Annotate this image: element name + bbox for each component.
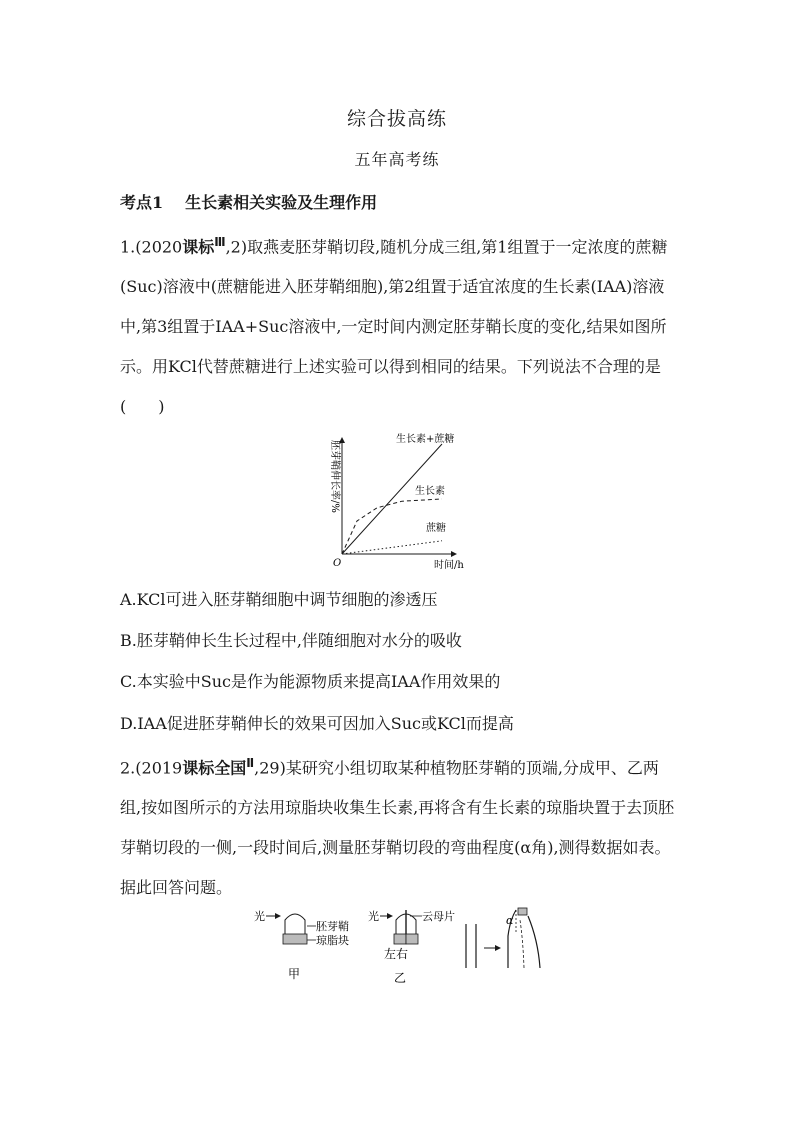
question-1: [120, 222, 680, 427]
q2-text: 某研究小组切取某种植物胚芽鞘的顶端,分成甲、乙两组,按如图所示的方法用琼脂块收集生长素,再将含有生长素的琼脂块置于去顶胚芽鞘切段的一侧,一段时间后,测量胚芽鞘切段的弯曲程度(α角),测得数据如表。据此回答问题。: [120, 758, 675, 898]
x-axis-label: 时间/h: [434, 560, 464, 571]
agar-block-b-right: [406, 934, 418, 944]
growth-rate-chart: [322, 432, 472, 582]
coleoptile-label: 胚芽鞘: [316, 920, 349, 933]
q1-source: 课标: [182, 237, 215, 257]
section-heading: [120, 190, 377, 213]
q1-text: 取燕麦胚芽鞘切段,随机分成三组,第1组置于一定浓度的蔗糖(Suc)溶液中(蔗糖能进入胚芽鞘细胞),第2组置于适宜浓度的生长素(IAA)溶液中,第3组置于IAA+Suc溶液中,一定时间内测定胚芽鞘长度的变化,结果如图所示。用KCl代替蔗糖进行上述实验可以得到相同的结果。下列说法不合理的是( ): [120, 237, 668, 417]
bending-test: [466, 908, 540, 968]
group-a-setup: [254, 909, 349, 981]
agar-label: 琼脂块: [316, 934, 349, 947]
q1-prefix: 1.(2020: [120, 237, 183, 257]
q2-suffix: ,29): [254, 758, 286, 778]
label-iaa-suc: 生长素+蔗糖: [396, 434, 455, 445]
option-b: B.胚芽鞘伸长生长过程中,伴随细胞对水分的吸收: [120, 631, 462, 650]
agar-block-test: [518, 908, 527, 915]
bent-coleoptile-inner: [528, 916, 540, 968]
coleoptile-tip-a: [285, 914, 305, 934]
left-right-label: 左右: [384, 947, 409, 961]
series-line-iaa-suc: [342, 444, 442, 554]
mica-label: 云母片: [422, 910, 455, 923]
agar-block-b-left: [394, 934, 406, 944]
group-b-setup: [368, 909, 455, 985]
q2-source: 课标全国: [182, 758, 247, 778]
q1-suffix: ,2): [225, 237, 248, 257]
origin-label: O: [333, 558, 342, 569]
page-title: 综合拔高练: [346, 108, 447, 130]
bend-centerline: [520, 920, 524, 968]
group-a-label: 甲: [288, 967, 301, 981]
agar-block-a: [283, 934, 307, 944]
label-suc: 蔗糖: [426, 523, 446, 534]
option-a: A.KCl可进入胚芽鞘细胞中调节细胞的渗透压: [120, 590, 438, 609]
y-axis-label: 胚芽鞘伸长率/%: [329, 440, 340, 513]
label-iaa: 生长素: [415, 486, 445, 497]
option-d: D.IAA促进胚芽鞘伸长的效果可因加入Suc或KCl而提高: [120, 714, 514, 733]
section-name: 生长素相关实验及生理作用: [185, 193, 378, 212]
experiment-diagram: [240, 906, 556, 990]
q2-roman: Ⅱ: [246, 756, 255, 770]
question-2: [120, 743, 680, 908]
light-b-label: 光: [368, 910, 379, 923]
light-a-label: 光: [254, 910, 265, 923]
q1-roman: Ⅲ: [214, 235, 226, 249]
group-b-label: 乙: [394, 971, 407, 985]
series-layer: [342, 444, 442, 554]
section-number: 考点1: [120, 193, 164, 212]
page-subtitle: 五年高考练: [354, 150, 440, 169]
q2-prefix: 2.(2019: [120, 758, 183, 778]
series-line-suc: [342, 541, 442, 554]
option-c: C.本实验中Suc是作为能源物质来提高IAA作用效果的: [120, 672, 501, 691]
alpha-label: α: [506, 914, 514, 927]
